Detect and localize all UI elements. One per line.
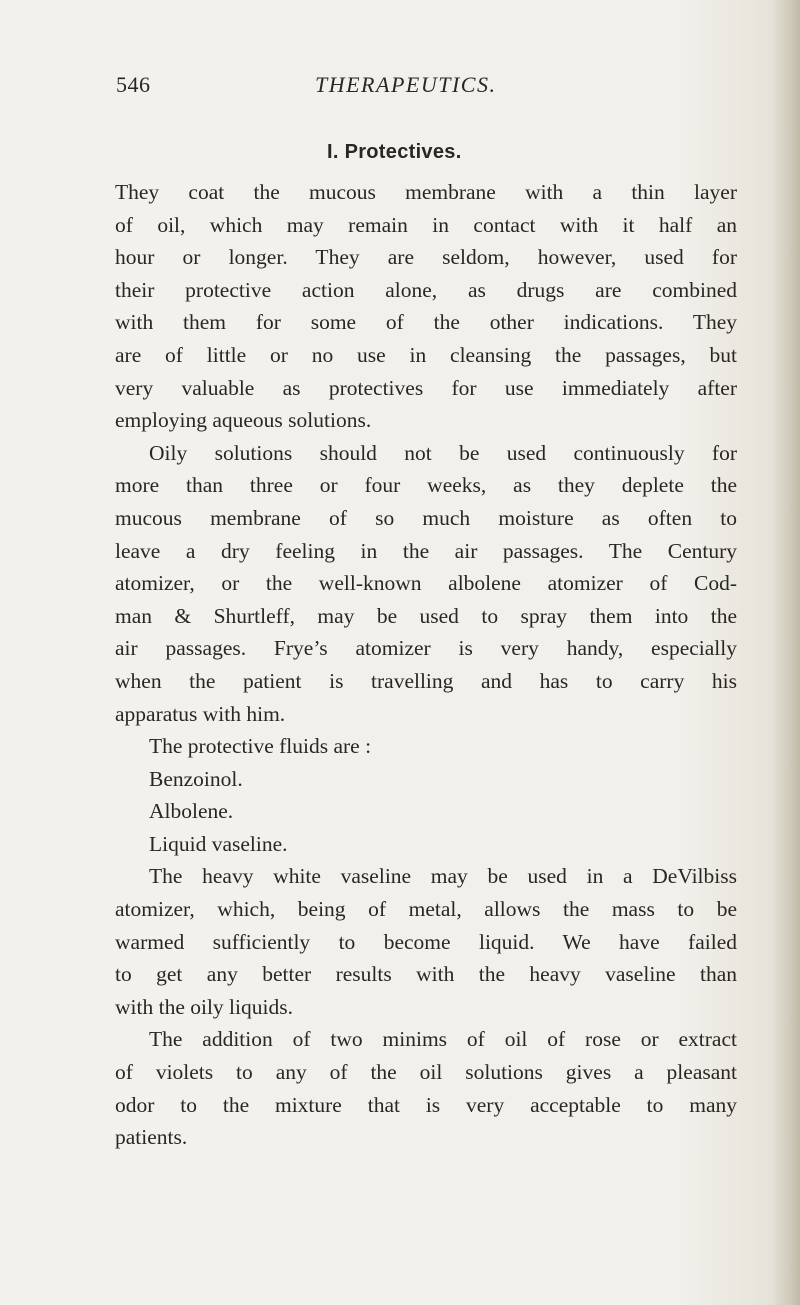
text-line: atomizer, which, being of metal, allows the mass to be xyxy=(115,897,737,922)
text-line: with them for some of the other indications. They xyxy=(115,310,737,335)
text-line: employing aqueous solutions. xyxy=(115,408,372,433)
text-line: air passages. Frye’s atomizer is very handy, especially xyxy=(115,636,737,661)
text-line: man & Shurtleff, may be used to spray them into the xyxy=(115,603,737,628)
list-intro: The protective fluids are : xyxy=(149,734,372,759)
section-heading: I. Protectives. xyxy=(327,141,462,163)
list-item: Albolene. xyxy=(149,799,234,824)
text-line: atomizer, or the well-known albolene atomizer of Cod- xyxy=(115,571,737,596)
text-line: their protective action alone, as drugs are combined xyxy=(115,277,737,302)
text-line: of oil, which may remain in contact with it half an xyxy=(115,212,737,237)
text-line: odor to the mixture that is very acceptable to many xyxy=(115,1092,737,1117)
page-edge-shadow xyxy=(772,0,800,1305)
text-line: The heavy white vaseline may be used in a DeVilbiss xyxy=(149,864,737,889)
running-title: THERAPEUTICS. xyxy=(315,72,497,97)
text-line: very valuable as protectives for use immediately after xyxy=(115,375,737,400)
text-line: with the oily liquids. xyxy=(115,994,293,1019)
text-line: mucous membrane of so much moisture as often to xyxy=(115,505,737,530)
list-item: Liquid vaseline. xyxy=(149,831,288,856)
text-line: to get any better results with the heavy vaseline than xyxy=(115,962,737,987)
text-line: Oily solutions should not be used continuously for xyxy=(149,440,737,465)
page-number: 546 xyxy=(116,72,151,97)
text-line: They coat the mucous membrane with a thin layer xyxy=(115,180,737,204)
text-line: are of little or no use in cleansing the passages, but xyxy=(115,342,737,367)
text-line: more than three or four weeks, as they deplete the xyxy=(115,473,737,498)
text-line: when the patient is travelling and has to carry his xyxy=(115,668,737,693)
text-line: hour or longer. They are seldom, however, used for xyxy=(115,245,737,270)
running-head xyxy=(116,72,716,108)
text-line: warmed sufficiently to become liquid. We have failed xyxy=(115,929,737,954)
text-line: of violets to any of the oil solutions gives a pleasant xyxy=(115,1060,737,1085)
text-line: The addition of two minims of oil of rose or extract xyxy=(149,1027,737,1052)
body-text xyxy=(115,176,737,1154)
text-line: patients. xyxy=(115,1125,188,1150)
text-line: apparatus with him. xyxy=(115,701,286,726)
text-line: leave a dry feeling in the air passages. The Century xyxy=(115,538,737,563)
list-item: Benzoinol. xyxy=(149,766,243,791)
